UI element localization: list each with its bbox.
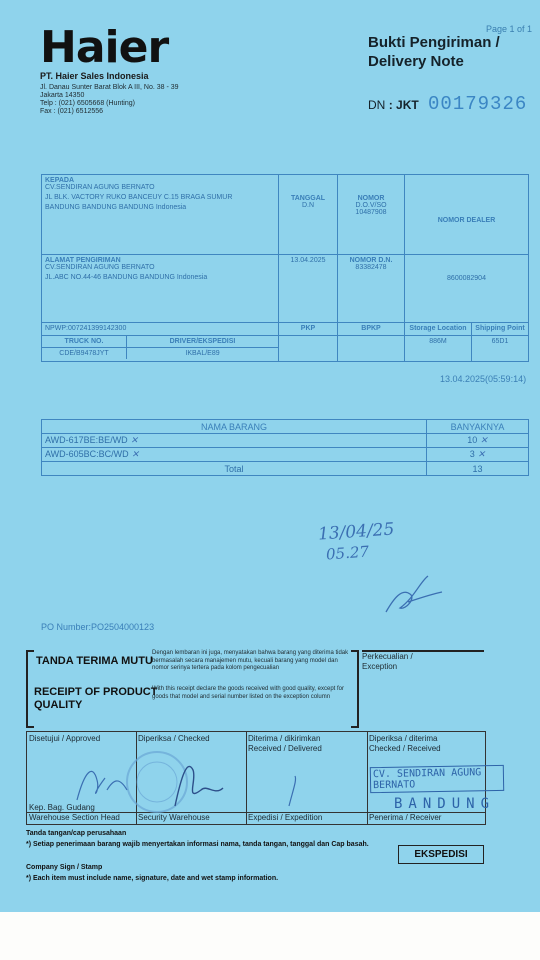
stamp-line-1: CV. SENDIRAN AGUNG BERNATO (370, 765, 504, 793)
shipping-value: 65D1 (472, 336, 529, 362)
truck-label: TRUCK NO. (42, 336, 127, 348)
shipment-info-table (41, 174, 529, 362)
nomor-cell (338, 175, 405, 255)
truck-driver-table (42, 336, 278, 359)
receipt-text-id: Dengan lembaran ini juga, menyatakan bahwa barang yang diterima tidak bermasalah secara manajemen mutu, kecuali barang yang model dan nomor serinya tertera pada kolom pengecualian (152, 650, 349, 671)
kepada-line: JL BLK. VACTORY RUKO BANCEUY C.15 BRAGA SUMUR (45, 194, 233, 201)
item-qty (427, 448, 529, 462)
receipt-title-id: TANDA TERIMA MUTU (36, 655, 153, 667)
driver-label: DRIVER/EKSPEDISI (127, 336, 279, 348)
footnote-id-label: Tanda tangan/cap perusahaan (26, 830, 127, 837)
dn-number: 00179326 (428, 93, 528, 115)
kepada-line: BANDUNG BANDUNG BANDUNG Indonesia (45, 204, 187, 211)
company-address (40, 84, 179, 116)
bracket-left (26, 650, 34, 728)
item-qty (427, 434, 529, 448)
total-label: Total (42, 462, 427, 476)
driver-value: IKBAL/E89 (127, 348, 279, 360)
sig-top: Disetujui / Approved (29, 734, 101, 743)
page-number: Page 1 of 1 (486, 24, 533, 34)
nomor-dealer-label: NOMOR DEALER (437, 217, 496, 224)
sig-top-1: Diperiksa / diterima (369, 734, 438, 743)
nomor-dn-label: NOMOR D.N. (349, 257, 393, 264)
tanggal-value: 13.04.2025 (290, 257, 326, 264)
sig-top-2: Received / Delivered (248, 744, 322, 753)
tanggal-sub: D.N (301, 202, 315, 209)
nomor-dn-value: 83382478 (355, 264, 387, 271)
col-nama-barang: NAMA BARANG (42, 420, 427, 434)
storage-label: Storage Location (405, 323, 472, 336)
title-line-1: Bukti Pengiriman / (368, 34, 500, 51)
sig-bottom-2: Security Warehouse (136, 812, 246, 823)
alamat-cell (42, 255, 279, 323)
sig-top-1: Diterima / dikirimkan (248, 734, 321, 743)
sig-bottom-2: Penerima / Receiver (367, 812, 485, 823)
storage-value: 886M (405, 336, 472, 362)
nomor-dn-cell (338, 255, 405, 323)
ekspedisi-label: EKSPEDISI (398, 845, 484, 864)
sig-bottom-1: Kep. Bag. Gudang (29, 803, 95, 812)
signature-marks-icon (57, 750, 297, 816)
address-line: Fax : (021) 6512556 (40, 108, 104, 115)
address-line: Jakarta 14350 (40, 92, 85, 99)
item-name-text: AWD-617BE:BE/WD (45, 435, 128, 445)
pkp-value-cell (279, 336, 338, 362)
nomor-sub: D.O.V/SO (355, 202, 387, 209)
sig-top (369, 734, 441, 754)
bpkp-value-cell (338, 336, 405, 362)
footnote-id-note: *) Setiap penerimaan barang wajib menyertakan informasi nama, tanda tangan, tanggal dan Cap basah. (26, 841, 369, 848)
alamat-label: ALAMAT PENGIRIMAN (45, 257, 121, 264)
bracket-right (351, 650, 359, 728)
npwp-cell (42, 323, 279, 336)
po-number: PO Number:PO2504000123 (41, 622, 155, 632)
check-mark-icon: ✕ (474, 450, 486, 460)
print-timestamp: 13.04.2025(05:59:14) (440, 374, 527, 384)
alamat-line: CV.SENDIRAN AGUNG BERNATO (45, 264, 155, 271)
tanggal-cell (279, 175, 338, 255)
dn-number-row (368, 93, 527, 115)
item-name (42, 448, 427, 462)
stamp-line-2: BANDUNG (394, 796, 496, 812)
exception-box (362, 650, 484, 726)
dn-label: DN (368, 98, 386, 112)
table-row (42, 434, 529, 448)
pkp-label: PKP (279, 323, 338, 336)
receipt-title-en-line2: QUALITY (34, 699, 83, 711)
check-mark-icon: ✕ (127, 436, 139, 446)
dealer-value-cell (405, 255, 529, 323)
address-line: Telp : (021) 6505668 (Hunting) (40, 100, 135, 107)
check-mark-icon: ✕ (477, 436, 488, 446)
exception-label-1: Perkecualian / (362, 652, 413, 661)
receipt-title-en (34, 686, 157, 712)
items-table (41, 419, 529, 476)
kepada-label: KEPADA (45, 177, 75, 184)
shipping-label: Shipping Point (472, 323, 529, 336)
handwritten-date: 13/04/25 (317, 519, 395, 545)
title-line-2: Delivery Note (368, 53, 464, 70)
kepada-line: CV.SENDIRAN AGUNG BERNATO (45, 184, 155, 191)
footnote-en-note: *) Each item must include name, signature, date and wet stamp information. (26, 875, 279, 882)
kepada-cell (42, 175, 279, 255)
bpkp-label: BPKP (338, 323, 405, 336)
truck-value: CDE/B9478JYT (42, 348, 127, 360)
npwp-value: NPWP:007241399142300 (45, 325, 127, 332)
footnote-id (26, 828, 369, 850)
footnote-en (26, 862, 278, 884)
nomor-label: NOMOR (357, 195, 385, 202)
receipt-title-en-line1: RECEIPT OF PRODUCT (34, 686, 158, 698)
item-name (42, 434, 427, 448)
address-line: Jl. Danau Sunter Barat Blok A III, No. 38 - 39 (40, 84, 179, 91)
handwritten-time: 05.27 (325, 542, 370, 564)
total-qty: 13 (427, 462, 529, 476)
signature-scribble-icon (380, 568, 446, 620)
col-banyaknya: BANYAKNYA (427, 420, 529, 434)
receipt-text-en: With this receipt declare the goods received with good quality, except for goods that model and serial number listed on the exception column (152, 686, 344, 700)
company-name: PT. Haier Sales Indonesia (40, 71, 149, 81)
sig-top: Diperiksa / Checked (138, 734, 210, 743)
check-mark-icon: ✕ (128, 450, 140, 460)
nomor-value: 10487908 (355, 209, 387, 216)
haier-logo: Haier (40, 22, 169, 73)
receiver-stamp (370, 766, 504, 812)
exception-label-2: Exception (362, 662, 398, 671)
tanggal-value-cell (279, 255, 338, 323)
alamat-line: JL.ABC NO.44-46 BANDUNG BANDUNG Indonesia (45, 274, 208, 281)
table-row (42, 448, 529, 462)
dealer-value: 8600082904 (447, 275, 486, 282)
item-name-text: AWD-605BC:BC/WD (45, 449, 129, 459)
sig-top-2: Checked / Received (369, 744, 441, 753)
tanggal-label: TANGGAL (290, 195, 326, 202)
document-title (368, 33, 500, 71)
item-qty-text: 3 (469, 449, 475, 459)
footnote-en-label: Company Sign / Stamp (26, 864, 103, 871)
nomor-dealer-cell (405, 175, 529, 255)
sig-bottom-2: Warehouse Section Head (27, 812, 136, 823)
sig-bottom-2: Expedisi / Expedition (246, 812, 367, 823)
dn-branch: : JKT (388, 98, 419, 112)
truck-driver-cell (42, 336, 279, 362)
item-qty-text: 10 (467, 435, 478, 445)
